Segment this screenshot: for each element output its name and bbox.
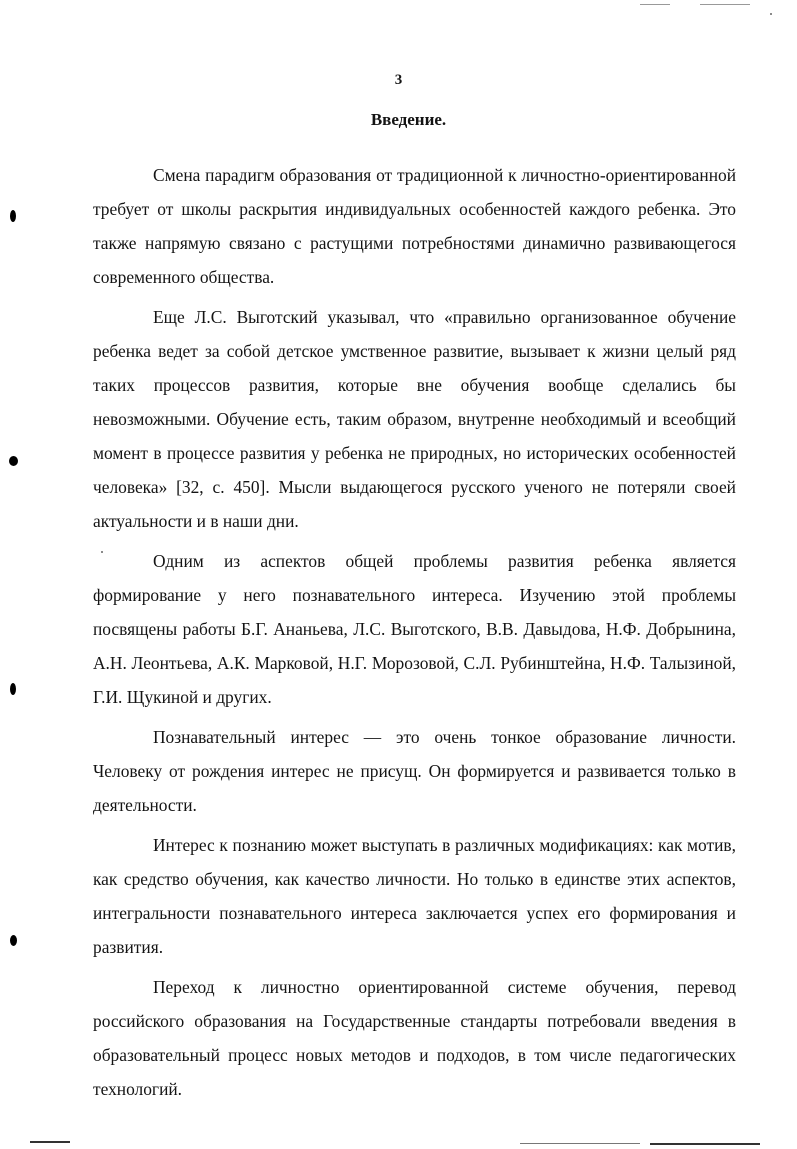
scan-edge-bottom (30, 1141, 70, 1143)
body-text (93, 158, 736, 1106)
binding-hole-mark (10, 935, 17, 946)
scan-speck (770, 13, 772, 15)
paragraph: Смена парадигм образования от традиционной к личностно-ориентированной требует от школы раскрытия индивидуальных особенностей каждого ребенка. Это также напрямую связано с растущими потребностями динамично развивающегося современного общества. (93, 165, 736, 287)
scan-edge-bottom (520, 1143, 640, 1144)
paragraph: Одним из аспектов общей проблемы развития ребенка является формирование у него познавательного интереса. Изучению этой проблемы посвящены работы Б.Г. Ананьева, Л.С. Выготского, В.В. Давыдова, Н.Ф. Добрынина, А.Н. Леонтьева, А.К. Марковой, Н.Г. Морозовой, С.Л. Рубинштейна, Н.Ф. Талызиной, Г.И. Щукиной и других. (93, 551, 736, 707)
binding-hole-mark (9, 456, 18, 466)
page-number: 3 (394, 72, 403, 88)
scan-edge-top (640, 4, 670, 5)
scan-edge-bottom (650, 1143, 760, 1145)
binding-hole-mark (10, 683, 16, 695)
binding-hole-mark (10, 210, 16, 222)
section-heading: Введение. (370, 110, 447, 129)
paragraph: Интерес к познанию может выступать в различных модификациях: как мотив, как средство обучения, как качество личности. Но только в единстве этих аспектов, интегральности познавательного интереса заключается успех его формирования и развития. (93, 835, 736, 957)
paragraph: Еще Л.С. Выготский указывал, что «правильно организованное обучение ребенка ведет за собой детское умственное развитие, вызывает к жизни целый ряд таких процессов развития, которые вне обучения вообще сделались бы невозможными. Обучение есть, таким образом, внутренне необходимый и всеобщий момент в процессе развития у ребенка не природных, но исторических особенностей человека» [32, с. 450]. Мысли выдающегося русского ученого не потеряли своей актуальности и в наши дни. (93, 307, 736, 531)
paragraph: Переход к личностно ориентированной системе обучения, перевод российского образования на Государственные стандарты потребовали введения в образовательный процесс новых методов и подходов, в том числе педагогических технологий. (93, 977, 736, 1099)
scan-edge-top (700, 4, 750, 5)
paragraph: Познавательный интерес — это очень тонкое образование личности. Человеку от рождения интерес не присущ. Он формируется и развивается только в деятельности. (93, 727, 736, 815)
